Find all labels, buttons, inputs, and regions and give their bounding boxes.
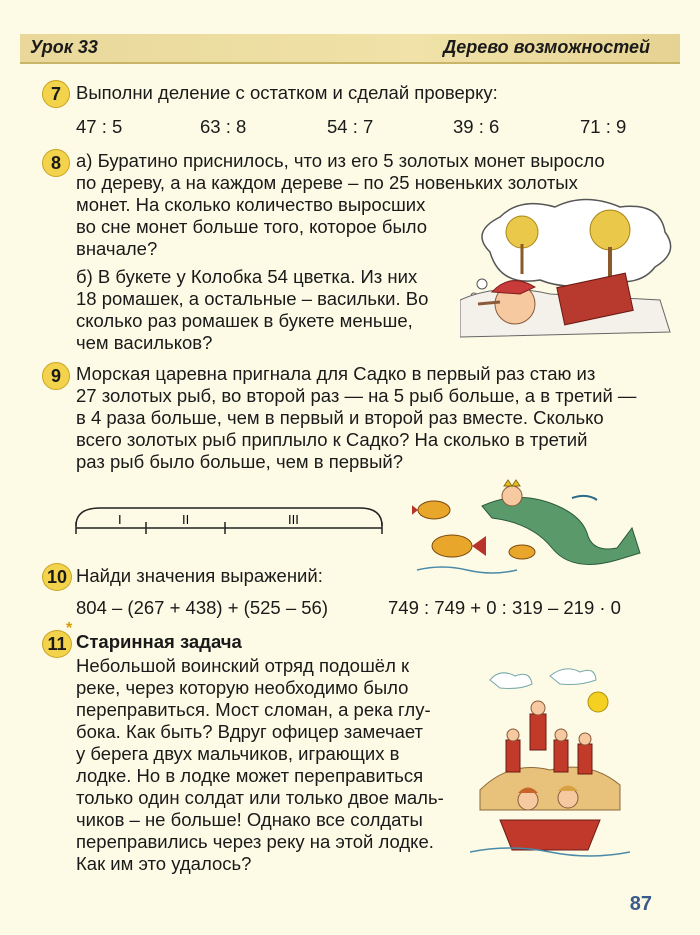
task-11-line-9: переправились через реку на этой лодке.: [76, 831, 434, 852]
task-8a-line-2: по дереву, а на каждом дереве – по 25 новеньких золотых: [76, 172, 578, 193]
segment-label-3: III: [288, 512, 299, 527]
task-7-number: 7: [42, 80, 70, 108]
task-8b-line-2: 18 ромашек, а остальные – васильки. Во: [76, 288, 429, 309]
task-8a-line-1: а) Буратино приснилось, что из его 5 золотых монет выросло: [76, 150, 605, 171]
task-10-expr-1: 804 – (267 + 438) + (525 – 56): [76, 597, 328, 618]
segment-label-2: II: [182, 512, 190, 527]
buratino-dream-illustration: [460, 192, 680, 342]
task-11-line-6: лодке. Но в лодке может переправиться: [76, 765, 424, 786]
task-11-asterisk: *: [66, 620, 73, 637]
task-7-expr-5: 71 : 9: [580, 116, 627, 137]
soldiers-boat-illustration: [470, 660, 630, 860]
task-10-title: Найди значения выражений:: [76, 565, 323, 586]
topic-label: Дерево возможностей: [443, 37, 650, 57]
task-11-line-4: бока. Как быть? Вдруг офицер замечает: [76, 721, 424, 742]
task-7-expr-3: 54 : 7: [327, 116, 374, 137]
task-8-number: 8: [42, 149, 70, 177]
task-8a-line-5: вначале?: [76, 238, 158, 259]
page-number: 87: [629, 893, 652, 915]
task-7-title: Выполни деление с остатком и сделай проверку:: [76, 82, 498, 103]
task-8b-line-4: чем васильков?: [76, 332, 213, 353]
segment-diagram: [70, 502, 390, 538]
lesson-label: Урок 33: [30, 37, 98, 57]
task-11-line-1: Небольшой воинский отряд подошёл к: [76, 655, 410, 676]
task-7-expr-4: 39 : 6: [453, 116, 500, 137]
task-11-line-10: Как им это удалось?: [76, 853, 252, 874]
task-9-line-5: раз рыб было больше, чем в первый?: [76, 451, 404, 472]
task-11-title: Старинная задача: [76, 631, 242, 652]
task-8b-line-3: сколько раз ромашек в букете меньше,: [76, 310, 413, 331]
task-9-line-4: всего золотых рыб приплыло к Садко? На сколько в третий: [76, 429, 588, 450]
task-11-line-3: переправиться. Мост сломан, а река глу-: [76, 699, 431, 720]
task-11-line-8: чиков – не больше! Однако все солдаты: [76, 809, 423, 830]
task-7-expr-2: 63 : 8: [200, 116, 247, 137]
task-11-line-7: только один солдат или только двое маль-: [76, 787, 444, 808]
task-9-line-2: 27 золотых рыб, во второй раз — на 5 рыб больше, а в третий —: [76, 385, 637, 406]
segment-label-1: I: [118, 512, 122, 527]
task-9-line-1: Морская царевна пригнала для Садко в первый раз стаю из: [76, 363, 596, 384]
task-8a-line-4: во сне монет больше того, которое было: [76, 216, 428, 237]
task-8a-line-3: монет. На сколько количество выросших: [76, 194, 426, 215]
task-9-line-3: в 4 раза больше, чем в первый и второй раз вместе. Сколько: [76, 407, 604, 428]
sea-princess-illustration: [412, 478, 652, 578]
page-header: [20, 34, 680, 64]
task-11-line-2: реке, через которую необходимо было: [76, 677, 409, 698]
task-10-expr-2: 749 : 749 + 0 : 319 – 219 · 0: [388, 597, 621, 618]
task-10-number: 10: [42, 563, 72, 591]
task-7-expr-1: 47 : 5: [76, 116, 123, 137]
task-9-number: 9: [42, 362, 70, 390]
task-11-line-5: у берега двух мальчиков, играющих в: [76, 743, 400, 764]
task-11-number: 11: [42, 630, 72, 658]
task-8b-line-1: б) В букете у Колобка 54 цветка. Из них: [76, 266, 418, 287]
